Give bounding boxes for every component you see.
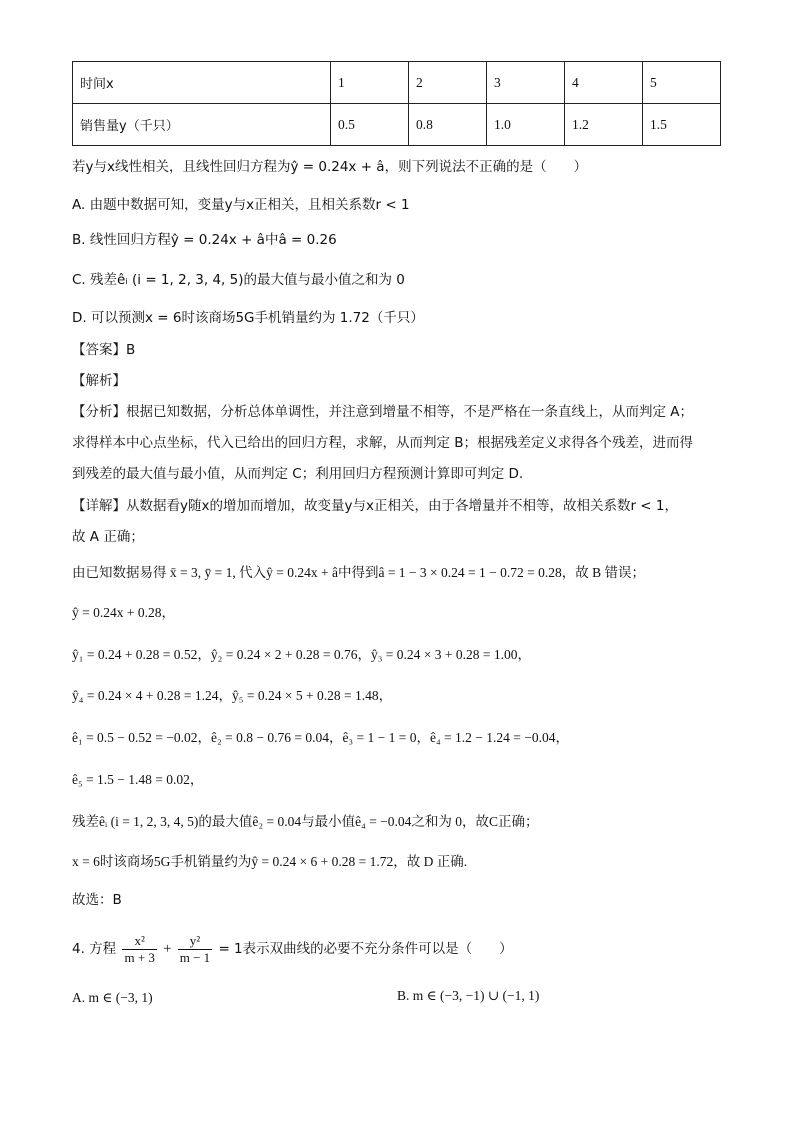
detail-step-8: x = 6时该商场5G手机销量约为ŷ = 0.24 × 6 + 0.28 = 1.72，故 D 正确. — [72, 854, 468, 869]
table-cell-x: 5 — [643, 62, 721, 104]
table-cell-y: 0.8 — [409, 104, 487, 146]
detail-step-2: ŷ = 0.24x + 0.28， — [72, 605, 175, 620]
question-stem: 若y与x线性相关，且线性回归方程为ŷ = 0.24x + â，则下列说法不正确的是（ ） — [72, 159, 588, 175]
answer-label: 【答案】B — [72, 342, 136, 358]
table-header-sales: 销售量y（千只） — [73, 104, 331, 146]
question-4-stem — [72, 930, 513, 968]
table-header-time: 时间x — [73, 62, 331, 104]
fraction-x-numerator: x² — [122, 933, 156, 950]
table-row-sales — [73, 104, 721, 146]
detail-line-1: 【详解】从数据看y随x的增加而增加，故变量y与x正相关，由于各增量并不相等，故相关系数r < 1， — [72, 498, 678, 514]
option-b: B. 线性回归方程ŷ = 0.24x + â中â = 0.26 — [72, 232, 337, 248]
detail-step-5: ê₁ = 0.5 − 0.52 = −0.02，ê₂ = 0.8 − 0.76 = 0.04，ê₃ = 1 − 1 = 0，ê₄ = 1.2 − 1.24 = −0.04， — [72, 730, 570, 745]
table-row-time — [73, 62, 721, 104]
fraction-x-denominator: m + 3 — [124, 949, 155, 965]
table-cell-x: 3 — [487, 62, 565, 104]
detail-line-2: 故 A 正确； — [72, 529, 144, 545]
analysis-fenxi-line-2: 求得样本中心点坐标，代入已给出的回归方程，求解，从而判定 B；根据残差定义求得各个残差，进而得 — [72, 435, 694, 451]
plus-sign: + — [163, 941, 172, 957]
table-cell-x: 2 — [409, 62, 487, 104]
option-d: D. 可以预测x = 6时该商场5G手机销量约为 1.72（千只） — [72, 310, 424, 326]
analysis-fenxi-line-1: 【分析】根据已知数据，分析总体单调性，并注意到增量不相等，不是严格在一条直线上，从而判定 A； — [72, 404, 694, 420]
final-choice: 故选：B — [72, 892, 122, 908]
detail-step-6: ê₅ = 1.5 − 1.48 = 0.02， — [72, 772, 204, 787]
data-table — [72, 61, 721, 146]
detail-step-7: 残差êᵢ (i = 1, 2, 3, 4, 5)的最大值ê₂ = 0.04与最小值ê₄ = −0.04之和为 0，故C正确； — [72, 814, 539, 829]
table-cell-y: 0.5 — [331, 104, 409, 146]
fraction-x — [122, 933, 156, 966]
table-cell-x: 4 — [565, 62, 643, 104]
option-c: C. 残差êᵢ (i = 1, 2, 3, 4, 5)的最大值与最小值之和为 0 — [72, 272, 405, 288]
fraction-y-numerator: y² — [178, 933, 212, 950]
analysis-label: 【解析】 — [72, 373, 126, 389]
question-4-suffix: = 1表示双曲线的必要不充分条件可以是（ ） — [218, 941, 513, 957]
fraction-y — [178, 933, 212, 966]
option-a: A. 由题中数据可知，变量y与x正相关，且相关系数r < 1 — [72, 197, 410, 213]
detail-step-4: ŷ₄ = 0.24 × 4 + 0.28 = 1.24，ŷ₅ = 0.24 × 5 + 0.28 = 1.48， — [72, 688, 393, 703]
table-cell-y: 1.2 — [565, 104, 643, 146]
question-4-option-a: A. m ∈ (−3, 1) — [72, 990, 153, 1005]
detail-step-3: ŷ₁ = 0.24 + 0.28 = 0.52，ŷ₂ = 0.24 × 2 + 0.28 = 0.76，ŷ₃ = 0.24 × 3 + 0.28 = 1.00， — [72, 647, 531, 662]
table-cell-y: 1.5 — [643, 104, 721, 146]
table-cell-y: 1.0 — [487, 104, 565, 146]
question-4-prefix: 4. 方程 — [72, 941, 117, 957]
table-cell-x: 1 — [331, 62, 409, 104]
fraction-y-denominator: m − 1 — [179, 949, 211, 965]
analysis-fenxi-line-3: 到残差的最大值与最小值，从而判定 C；利用回归方程预测计算即可判定 D. — [72, 466, 524, 482]
detail-step-1: 由已知数据易得 x̄ = 3, ȳ = 1, 代入ŷ = 0.24x + â中得到â = 1 − 3 × 0.24 = 1 − 0.72 = 0.28，故 B 错误； — [72, 565, 645, 580]
question-4-option-b: B. m ∈ (−3, −1) ∪ (−1, 1) — [397, 988, 540, 1003]
